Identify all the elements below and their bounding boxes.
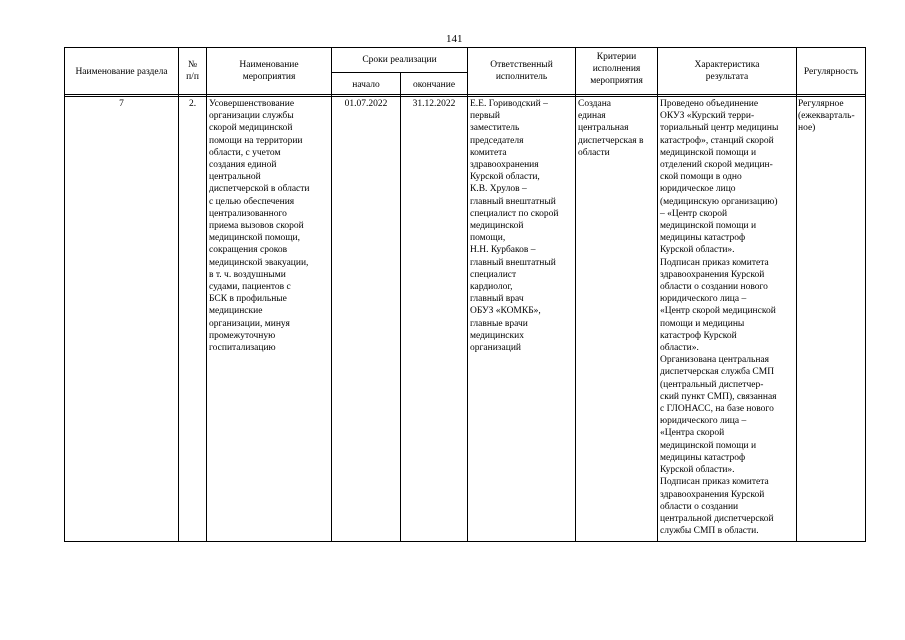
- header-responsible: Ответственный исполнитель: [490, 60, 553, 82]
- row-start-date: 01.07.2022: [344, 99, 388, 109]
- row-number: 2.: [188, 99, 197, 109]
- row-criteria: Создана единая центральная диспетчерская в области: [578, 99, 644, 158]
- row-event-name: Усовершенствование организации службы скорой медицинской помощи на территории области, с учетом создания единой центральной диспетчерской в области с целью обеспечения централизованного приема вызовов скорой медицинской помощи, сокращения сроков медицинской эвакуации, в т. ч. воздушными судами, пациентов с БСК в профильные медицинские организации, минуя промежуточную госпитализацию: [209, 99, 310, 354]
- header-result: Характеристика результата: [694, 60, 760, 82]
- row-section-name: 7: [119, 99, 124, 109]
- row-regularity: Регулярное (ежекварталь- ное): [798, 99, 855, 134]
- page-number: 141: [446, 33, 463, 45]
- header-criteria: Критерии исполнения мероприятия: [590, 52, 643, 86]
- row-responsible: Е.Е. Гоpиводский – первый заместитель председателя комитета здравоохранения Курской области, К.В. Хрулов – главный внештатный специалист по скорой медицинской помощи, Н.Н. Курбаков – главный внештатный специалист кардиолог, главный врач ОБУЗ «КОМКБ», главные врачи медицинских организаций: [470, 99, 559, 354]
- row-result: Проведено объединение ОКУЗ «Курский терри- ториальный центр медицины катастроф», станций скорой медицинской помощи и отделений скорой медицин- ской помощи в одно юридическое лицо (медицинскую организацию) – «Центр скорой медицинской помощи и медицины катастроф Курской области». Подписан приказ комитета здравоохранения Курской области о создании нового юридического лица – «Центр скорой медицинской помощи и медицины катастроф Курской области». Организована центральная диспетчерская служба СМП (центральный диспетчер- ский пункт СМП), связанная с ГЛОНАСС, на базе нового юридического лица – «Центра скорой медицинской помощи и медицины катастроф Курской области». Подписан приказ комитета здравоохранения Курской области о создании центральной диспетчерской службы СМП в области.: [660, 99, 779, 537]
- header-regularity: Регулярность: [803, 67, 859, 77]
- row-end-date: 31.12.2022: [412, 99, 456, 109]
- header-number: № п/п: [186, 60, 199, 82]
- header-section-name: Наименование раздела: [75, 67, 168, 77]
- header-timing: Сроки реализации: [362, 55, 437, 65]
- header-start: начало: [352, 80, 380, 90]
- header-event-name: Наименование мероприятия: [239, 60, 299, 82]
- header-end: окончание: [412, 80, 456, 90]
